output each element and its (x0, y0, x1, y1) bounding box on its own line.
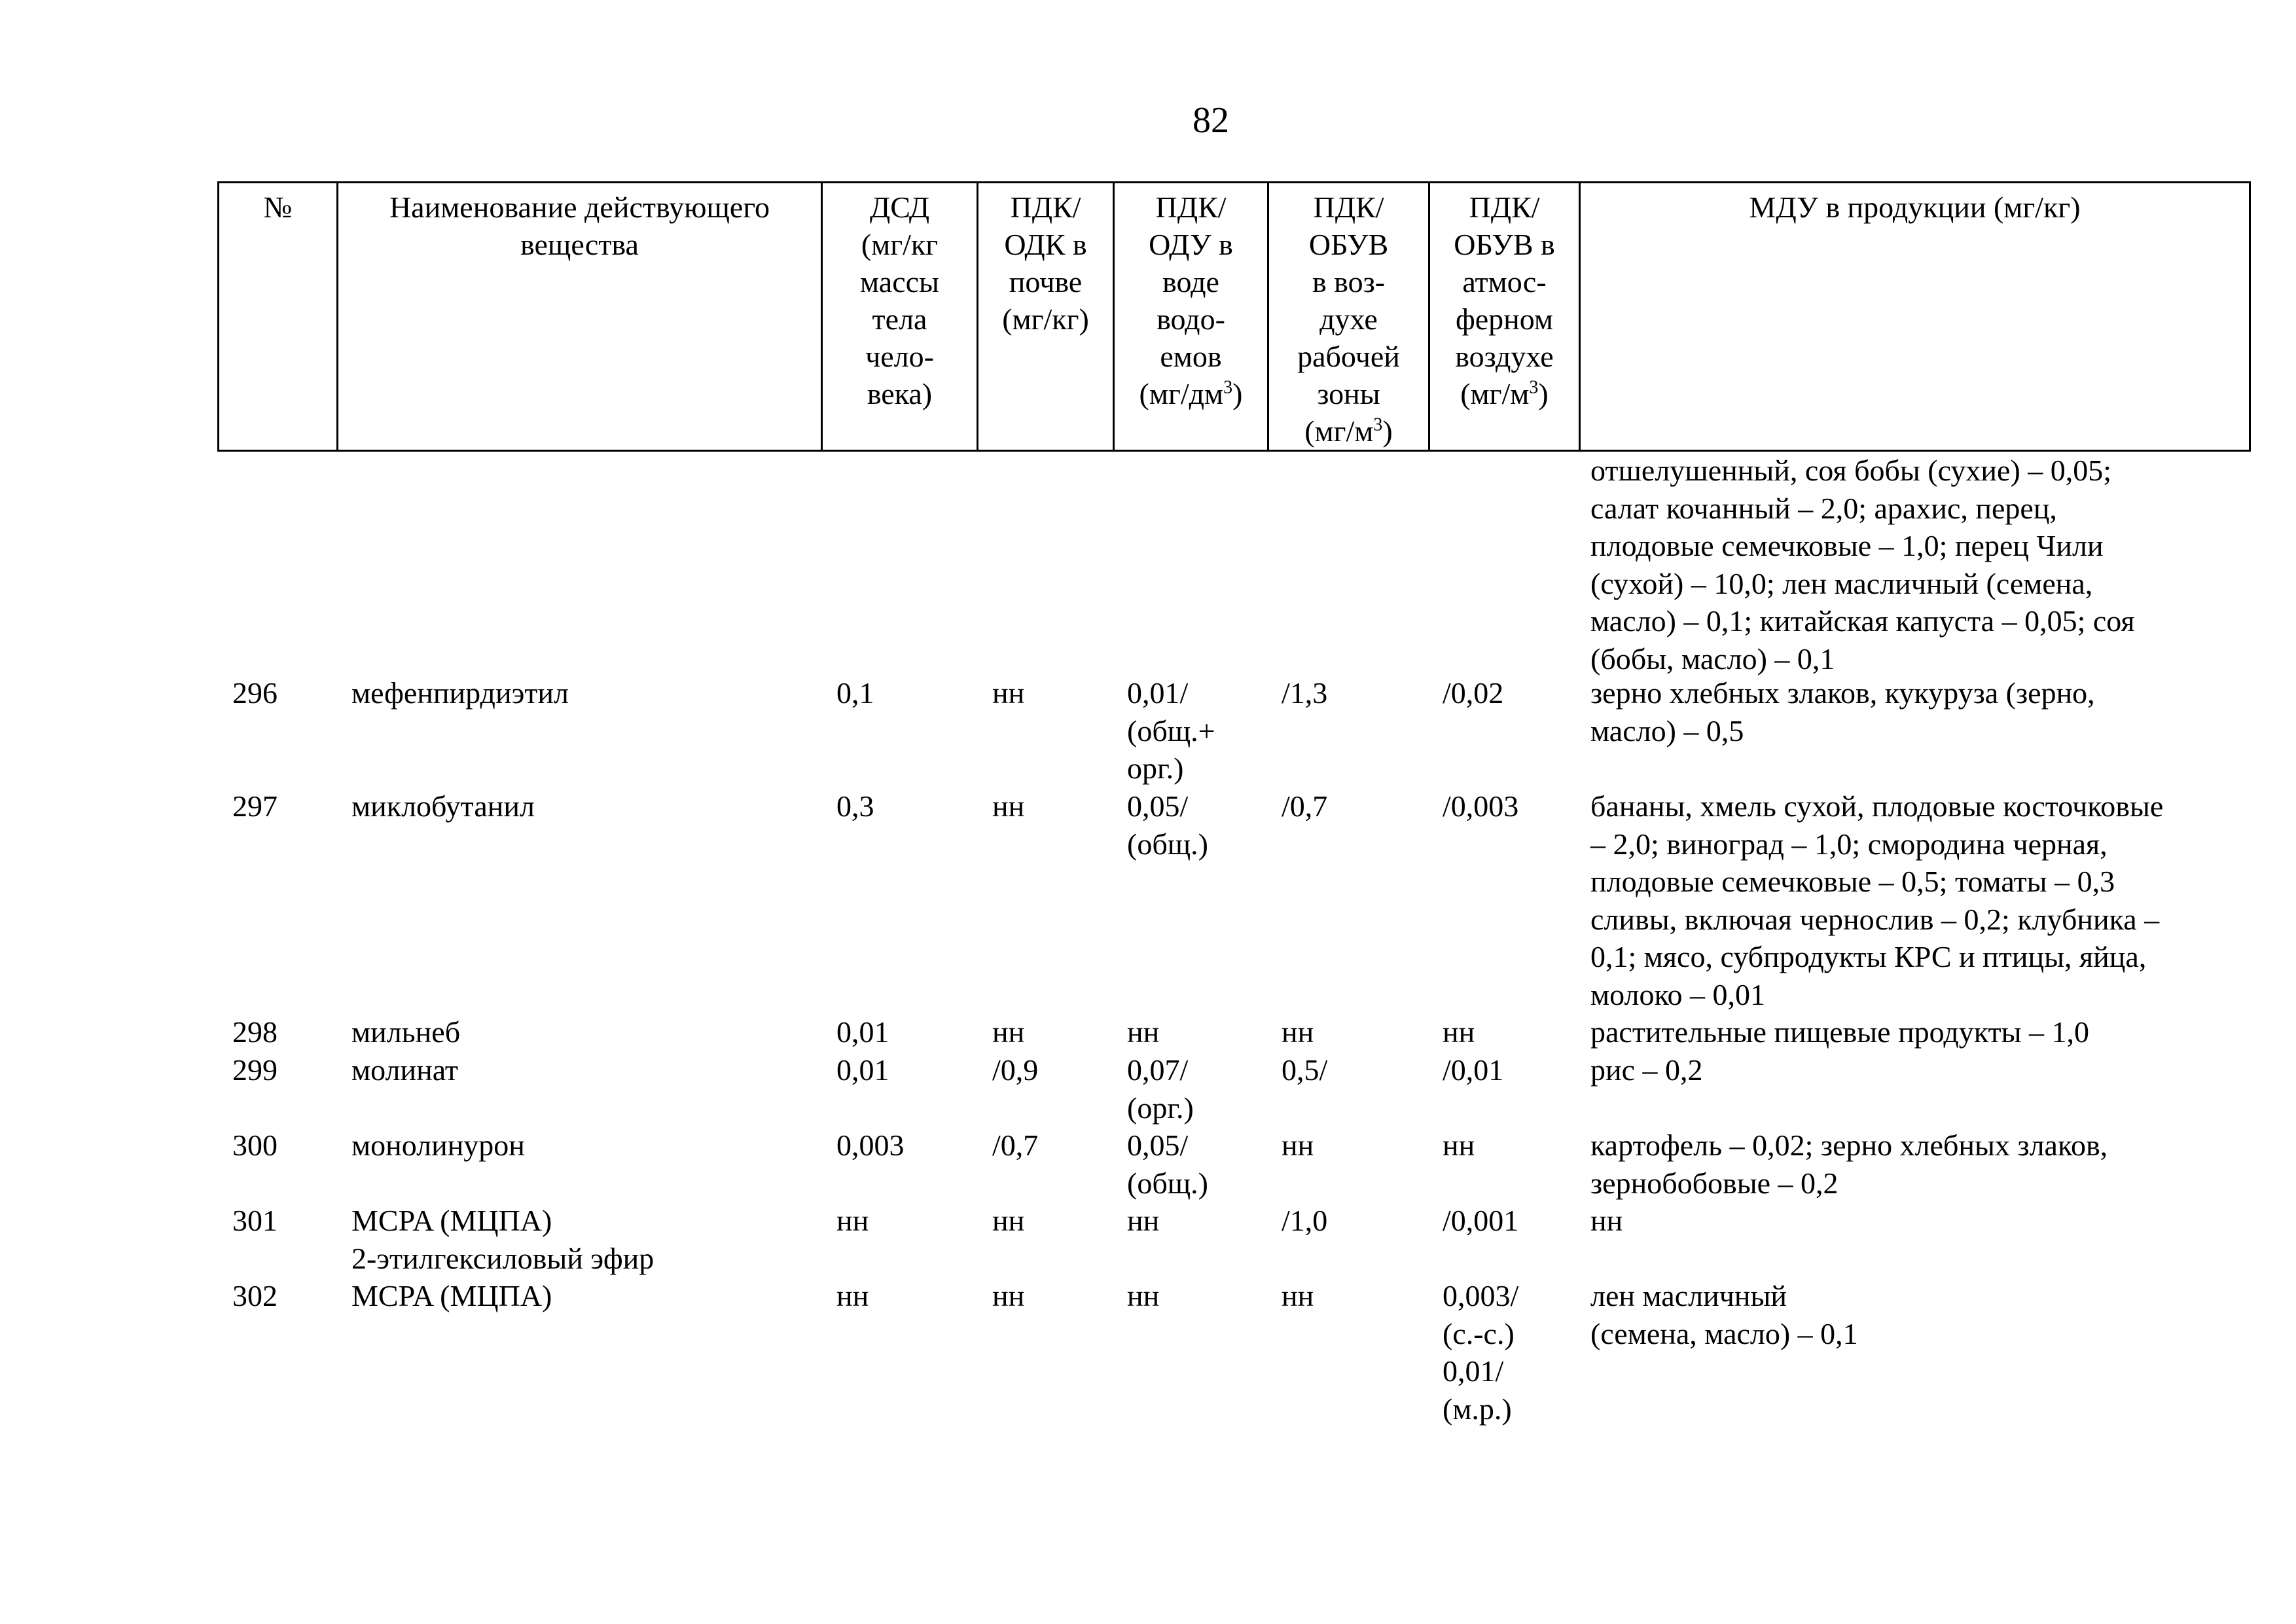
cell-dsd: 0,01 (836, 1015, 889, 1049)
cell-water-limit: нн (1127, 1204, 1160, 1237)
cell-substance-name: молинат (351, 1053, 459, 1087)
cell-number: 298 (232, 1015, 278, 1049)
table-header (217, 181, 2251, 452)
cell-water-limit: 0,07/ (орг.) (1127, 1053, 1194, 1125)
cell-number: 297 (232, 789, 278, 823)
cell-substance-name: мефенпирдиэтил (351, 676, 569, 710)
cell-dsd: 0,1 (836, 676, 874, 710)
cell-soil-limit: /0,7 (992, 1128, 1039, 1162)
cell-substance-name: монолинурон (351, 1128, 525, 1162)
header-substance-name: Наименование действующего вещества (338, 183, 822, 451)
cell-number: 301 (232, 1204, 278, 1237)
cell-dsd: 0,3 (836, 789, 874, 823)
cell-mdu: зерно хлебных злаков, кукуруза (зерно, масло) – 0,5 (1590, 676, 2095, 748)
cell-work-air-limit: /1,3 (1282, 676, 1328, 710)
header-atm-air-limit: ПДК/ ОБУВ в атмос- ферном воздухе $(мг/м^3)$ (1429, 183, 1580, 451)
cell-work-air-limit: 0,5/ (1282, 1053, 1328, 1087)
cell-number: 302 (232, 1279, 278, 1312)
cell-dsd: 0,01 (836, 1053, 889, 1087)
cell-substance-name: MCPA (МЦПА) 2-этилгексиловый эфир (351, 1204, 655, 1275)
cell-soil-limit: нн (992, 1204, 1025, 1237)
cell-dsd: нн (836, 1279, 869, 1312)
cell-mdu: нн (1590, 1204, 1623, 1237)
cell-water-limit: 0,05/ (общ.) (1127, 789, 1208, 861)
cell-work-air-limit: нн (1282, 1279, 1314, 1312)
cell-atm-air-limit: 0,003/ (с.-с.) 0,01/ (м.р.) (1443, 1279, 1519, 1426)
header-number: № (219, 183, 338, 451)
cell-work-air-limit: нн (1282, 1128, 1314, 1162)
cell-atm-air-limit: /0,02 (1443, 676, 1504, 710)
mdu-continuation-text: отшелушенный, соя бобы (сухие) – 0,05; салат кочанный – 2,0; арахис, перец, плодовые семечковые – 1,0; перец Чили (сухой) – 10,0; лен масличный (семена, масло) – 0,1; китайская капуста – 0,05; соя (бобы, масло) – 0,1 (1590, 454, 2135, 676)
cell-number: 300 (232, 1128, 278, 1162)
cell-soil-limit: нн (992, 676, 1025, 710)
cell-number: 296 (232, 676, 278, 710)
cell-mdu: растительные пищевые продукты – 1,0 (1590, 1015, 2090, 1049)
cell-mdu: картофель – 0,02; зерно хлебных злаков, зернобобовые – 0,2 (1590, 1128, 2108, 1200)
cell-water-limit: нн (1127, 1279, 1160, 1312)
cell-atm-air-limit: нн (1443, 1128, 1475, 1162)
cell-mdu: рис – 0,2 (1590, 1053, 1703, 1087)
cell-soil-limit: нн (992, 1279, 1025, 1312)
cell-atm-air-limit: /0,01 (1443, 1053, 1504, 1087)
cell-water-limit: 0,05/ (общ.) (1127, 1128, 1208, 1200)
cell-soil-limit: /0,9 (992, 1053, 1039, 1087)
cell-work-air-limit: /0,7 (1282, 789, 1328, 823)
header-soil-limit: ПДК/ ОДК в почве (мг/кг) (978, 183, 1114, 451)
cell-mdu: бананы, хмель сухой, плодовые косточковые – 2,0; виноград – 1,0; смородина черная, плодовые семечковые – 0,5; томаты – 0,3 сливы, включая чернослив – 0,2; клубника – 0,1; мясо, субпродукты КРС и птицы, яйца, молоко – 0,01 (1590, 789, 2164, 1011)
header-work-air-limit: ПДК/ ОБУВ в воз- духе рабочей зоны $(мг/м^3)$ (1268, 183, 1429, 451)
cell-work-air-limit: /1,0 (1282, 1204, 1328, 1237)
cell-atm-air-limit: /0,001 (1443, 1204, 1519, 1237)
header-water-limit: ПДК/ ОДУ в воде водо- емов $(мг/дм^3)$ (1114, 183, 1268, 451)
cell-dsd: 0,003 (836, 1128, 905, 1162)
header-mdu: МДУ в продукции (мг/кг) (1580, 183, 2250, 451)
cell-water-limit: 0,01/ (общ.+ орг.) (1127, 676, 1215, 785)
cell-substance-name: MCPA (МЦПА) (351, 1279, 552, 1312)
cell-water-limit: нн (1127, 1015, 1160, 1049)
cell-mdu: лен масличный (семена, масло) – 0,1 (1590, 1279, 1858, 1350)
cell-atm-air-limit: нн (1443, 1015, 1475, 1049)
cell-substance-name: мильнеб (351, 1015, 461, 1049)
cell-soil-limit: нн (992, 1015, 1025, 1049)
cell-work-air-limit: нн (1282, 1015, 1314, 1049)
cell-number: 299 (232, 1053, 278, 1087)
page-number: 82 (1193, 100, 1229, 141)
cell-substance-name: миклобутанил (351, 789, 535, 823)
cell-dsd: нн (836, 1204, 869, 1237)
cell-atm-air-limit: /0,003 (1443, 789, 1519, 823)
cell-soil-limit: нн (992, 789, 1025, 823)
header-dsd: ДСД (мг/кг массы тела чело- века) (822, 183, 978, 451)
